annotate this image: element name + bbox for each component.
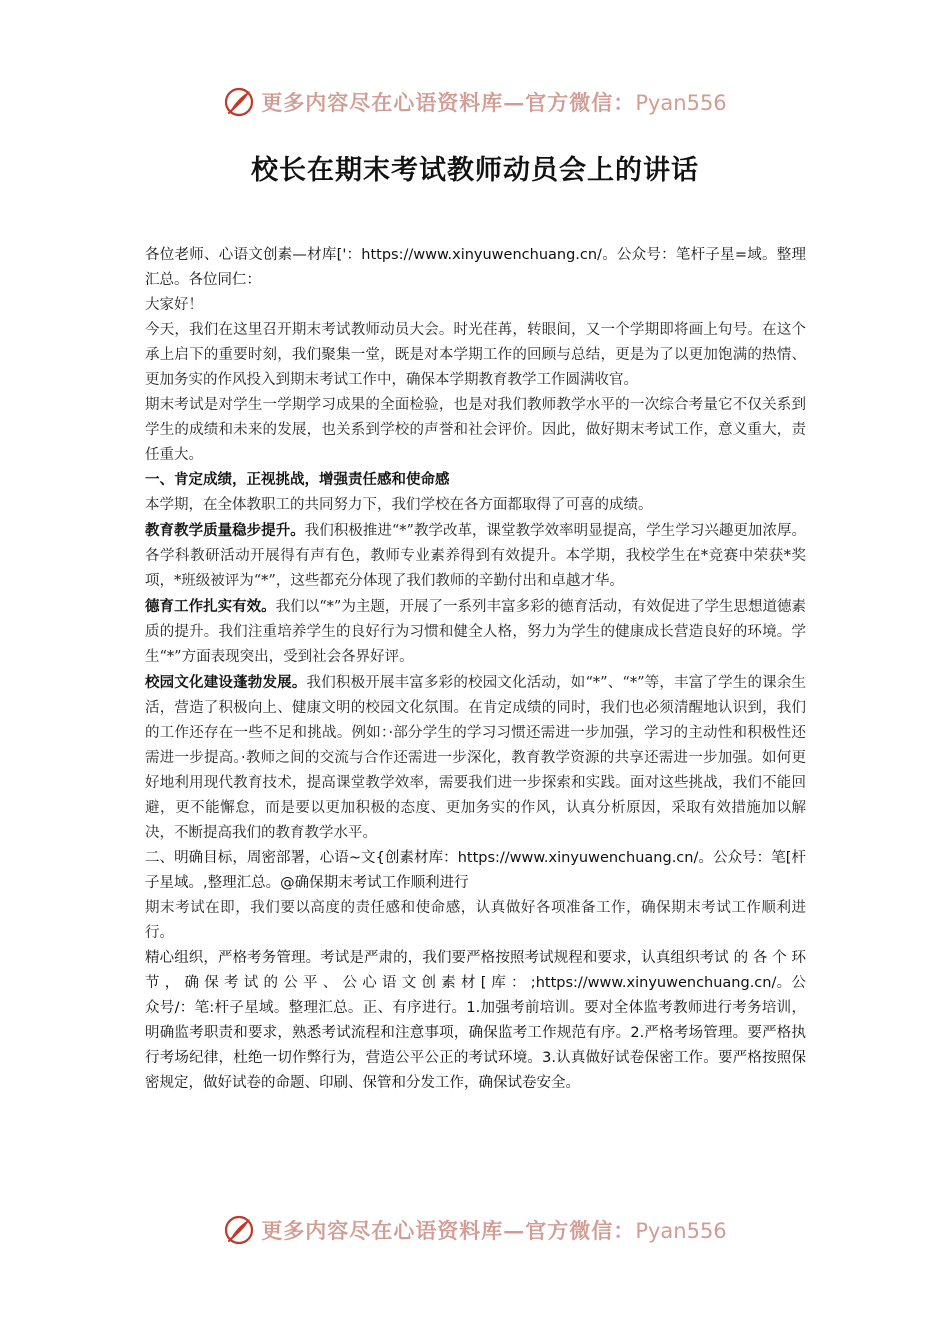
watermark-banner-top [0, 82, 950, 122]
watermark-text: 更多内容尽在心语资料库—官方微信：Pyan556 [261, 1218, 727, 1243]
paragraph-intro: 今天，我们在这里召开期末考试教师动员大会。时光荏苒，转眼间，又一个学期即将画上句号。在这个承上启下的重要时刻，我们聚集一堂，既是对本学期工作的回顾与总结，更是为了以更加饱满的热情、更加务实的作风投入到期末考试工作中，确保本学期教育教学工作圆满收官。 [145, 322, 806, 388]
paragraph-greeting: 大家好！ [145, 297, 203, 313]
lead-teaching-quality: 教育教学质量稳步提升。 [145, 522, 305, 539]
paragraph-exam-significance: 期末考试是对学生一学期学习成果的全面检验，也是对我们教师教学水平的一次综合考量它不仅关系到学生的成绩和未来的发展，也关系到学校的声誉和社会评价。因此，做好期末考试工作，意义重大，责任重大。 [145, 397, 806, 463]
paragraph-moral-education: 德育工作扎实有效。我们以“*”为主题，开展了一系列丰富多彩的德育活动，有效促进了学生思想道德素质的提升。我们注重培养学生的良好行为习惯和健全人格，努力为学生的健康成长营造良好的环境。学生“*”方面表现突出，受到社会各界好评。 [145, 598, 807, 665]
paragraph-teaching-quality: 教育教学质量稳步提升。我们积极推进“*”教学改革，课堂教学效率明显提高，学生学习兴趣更加浓厚。各学科教研活动开展得有声有色，教师专业素养得到有效提升。本学期，我校学生在*竞赛中荣获*奖项，*班级被评为“*”，这些都充分体现了我们教师的辛勤付出和卓越才华。 [145, 522, 806, 589]
paragraph-achievements: 本学期，在全体教职工的共同努力下，我们学校在各方面都取得了可喜的成绩。 [145, 497, 653, 513]
document-body [145, 243, 806, 1096]
section-heading-2: 二、明确目标，周密部署，心语~文{创素材库：https://www.xinyuwenchuang.cn/。公众号：笔[杆子星域。,整理汇总。@确保期末考试工作顺利进行 [145, 850, 806, 891]
page-title: 校长在期末考试教师动员会上的讲话 [251, 155, 699, 186]
watermark-banner-bottom [0, 1210, 950, 1250]
lead-moral-education: 德育工作扎实有效。 [145, 598, 276, 615]
paragraph-exam-management: 精心组织，严格考务管理。考试是严肃的，我们要严格按照考试规程和要求，认真组织考试 的 各 个 环 节 ， 确 保 考 试 的 公 平 、 公 心 语 文 创 素 材 [ 库 ： ;https://www.xinyuwenchuang.cn/。公众号/：笔:杆子星域。整理汇总。正、有序进行。1.加强考前培训。要对全体监考教师进行考务培训，明确监考职责和要求，熟悉考试流程和注意事项，确保监考工作规范有序。2.严格考场管理。要严格执行考场纪律，杜绝一切作弊行为，营造公平公正的考试环境。3.认真做好试卷保密工作。要严格按照保密规定，做好试卷的命题、印刷、保管和分发工作，确保试卷安全。 [145, 950, 806, 1091]
paragraph-salutation: 各位老师、心语文创素—材库['：https://www.xinyuwenchuang.cn/。公众号：笔杆子星=域。整理汇总。各位同仁： [145, 247, 806, 288]
quill-logo-icon [223, 1214, 255, 1246]
quill-logo-icon [223, 86, 255, 118]
paragraph-campus-culture: 校园文化建设蓬勃发展。我们积极开展丰富多彩的校园文化活动，如“*”、“*”等，丰富了学生的课余生活，营造了积极向上、健康文明的校园文化氛围。在肯定成绩的同时，我们也必须清醒地认识到，我们的工作还存在一些不足和挑战。例如：·部分学生的学习习惯还需进一步加强，学习的主动性和积极性还需进一步提高。·教师之间的交流与合作还需进一步深化，教育教学资源的共享还需进一步加强。如何更好地利用现代教育技术，提高课堂教学效率，需要我们进一步探索和实践。面对这些挑战，我们不能回避，更不能懈怠，而是要以更加积极的态度、更加务实的作风，认真分析原因，采取有效措施加以解决，不断提高我们的教育教学水平。 [145, 674, 807, 841]
section-heading-1: 一、肯定成绩，正视挑战，增强责任感和使命感 [145, 472, 450, 488]
watermark-text: 更多内容尽在心语资料库—官方微信：Pyan556 [261, 90, 727, 115]
lead-campus-culture: 校园文化建设蓬勃发展。 [145, 674, 307, 691]
paragraph-preparation: 期末考试在即，我们要以高度的责任感和使命感，认真做好各项准备工作，确保期末考试工作顺利进行。 [145, 900, 806, 941]
